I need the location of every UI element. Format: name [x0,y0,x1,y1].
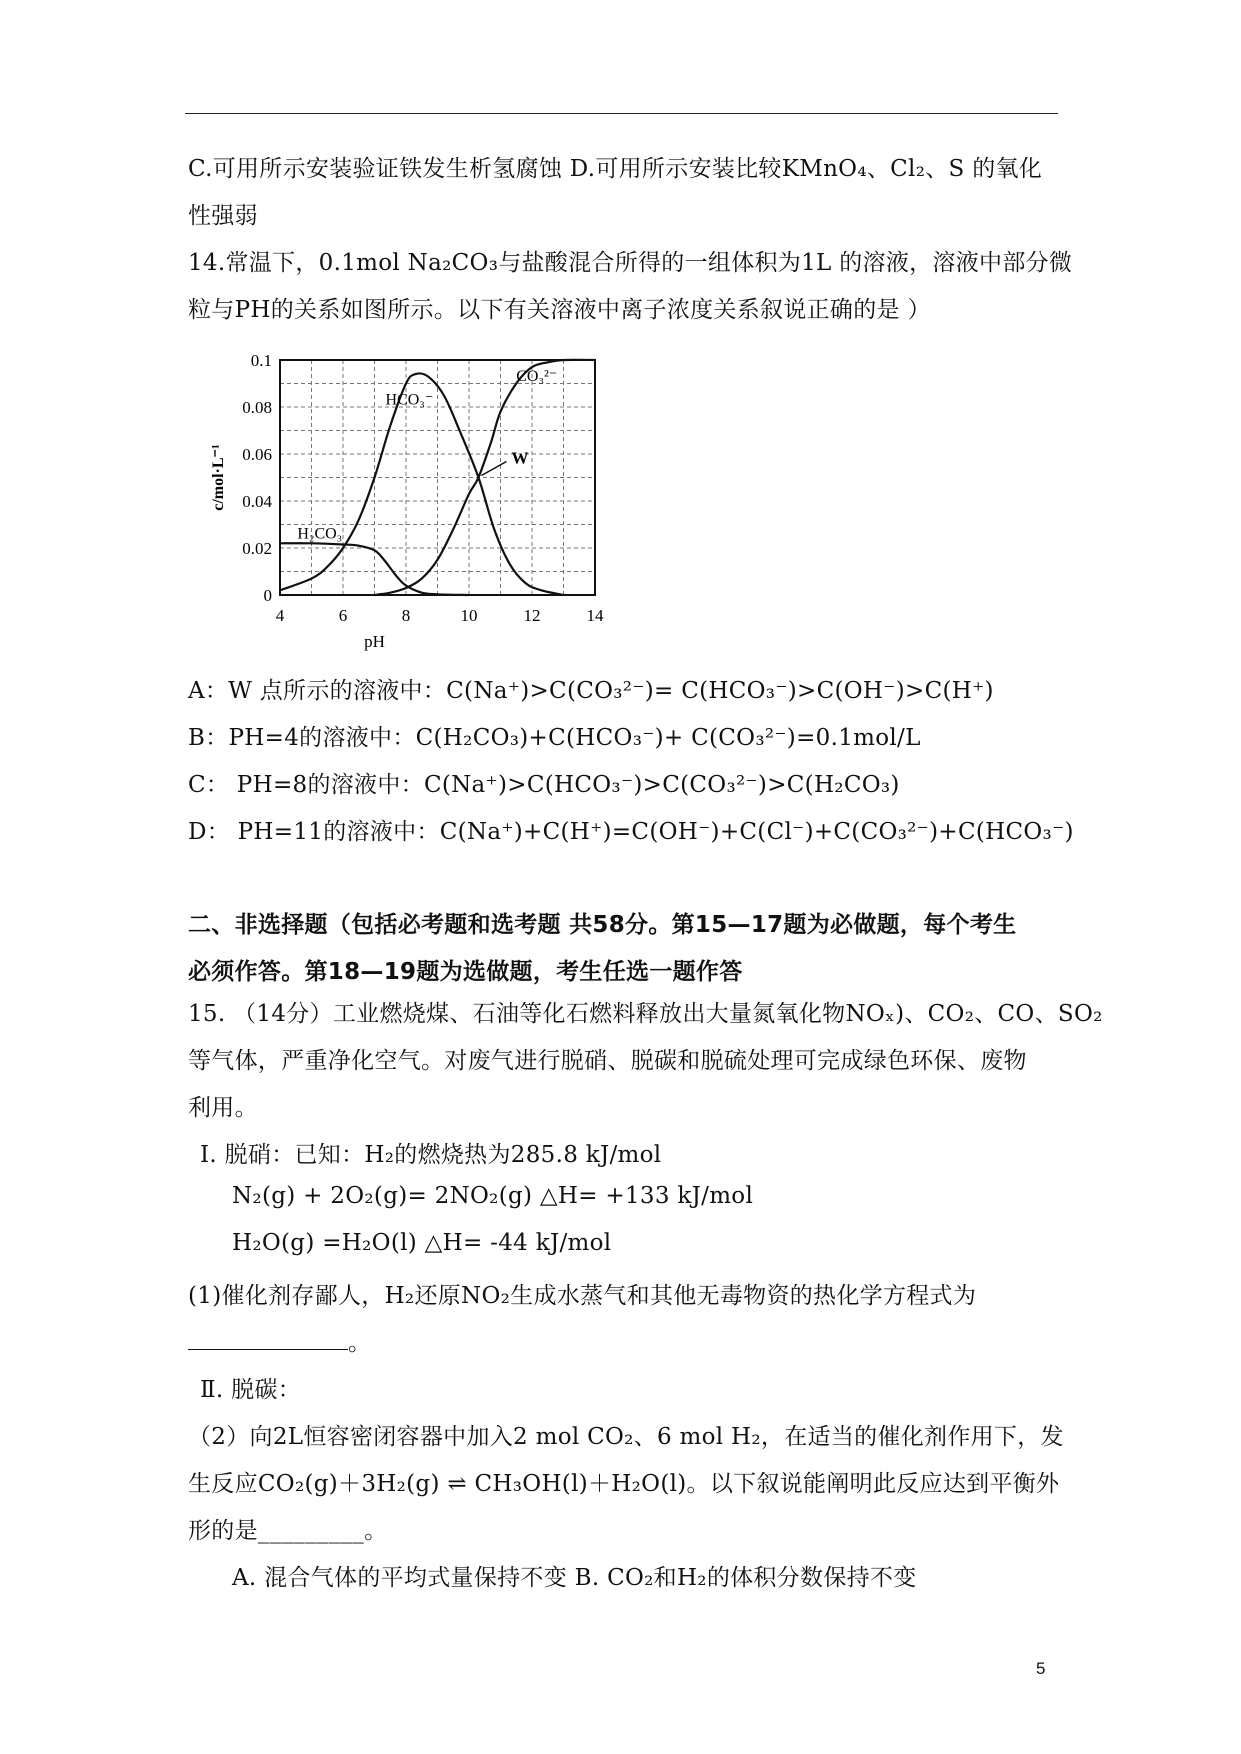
option-c: C： PH=8的溶液中：C(Na⁺)>C(HCO₃⁻)>C(CO₃²⁻)>C(H₂CO₃) [188,772,900,798]
continuation-line: 性强弱 [188,203,258,229]
subquestion-2-line2: 生反应CO₂(g)＋3H₂(g) ⇌ CH₃OH(l)＋H₂O(l)。以下叙说能阐明此反应达到平衡外 [188,1471,1060,1497]
option-c-d-line: C.可用所示安装验证铁发生析氢腐蚀 D.可用所示安装比较KMnO₄、Cl₂、S 的氧化 [188,156,1043,182]
equation-1: N₂(g) + 2O₂(g)= 2NO₂(g) △H= +133 kJ/mol [232,1183,754,1209]
x-tick-label: 10 [460,606,478,625]
subquestion-2-line1: （2）向2L恒容密闭容器中加入2 mol CO₂、6 mol H₂，在适当的催化剂作用下，发 [188,1424,1064,1450]
series-label-hco3: HCO₃⁻ [385,391,434,409]
y-tick-label: 0.04 [242,492,272,511]
x-tick-label: 8 [401,606,411,625]
option-b: B：PH=4的溶液中：C(H₂CO₃)+C(HCO₃⁻)+ C(CO₃²⁻)=0.1mol/L [188,725,921,751]
answer-blank[interactable] [188,1329,348,1350]
section-2-heading-line2: 必须作答。第18—19题为选做题，考生任选一题作答 [188,959,743,985]
ph-distribution-chart [205,345,665,660]
y-tick-label: 0 [263,586,272,605]
y-tick-label: 0.08 [242,398,272,417]
question-15-line1: 15. （14分）工业燃烧煤、石油等化石燃料释放出大量氮氧化物NOₓ)、CO₂、CO、SO₂ [188,1001,1103,1027]
subquestion-1: (1)催化剂存鄙人，H₂还原NO₂生成水蒸气和其他无毒物资的热化学方程式为 [188,1283,977,1309]
subquestion-1-answer [188,1324,371,1357]
question-15-line2: 等气体，严重净化空气。对废气进行脱硝、脱碳和脱硫处理可完成绿色环保、废物 [188,1048,1027,1074]
equation-2: H₂O(g) =H₂O(l) △H= -44 kJ/mol [232,1230,612,1256]
question-14-line1: 14.常温下，0.1mol Na₂CO₃与盐酸混合所得的一组体积为1L 的溶液，溶液中部分微 [188,250,1073,276]
page-number: 5 [1036,1659,1046,1678]
x-tick-label: 4 [275,606,285,625]
part-1-heading: Ⅰ. 脱硝：已知：H₂的燃烧热为285.8 kJ/mol [200,1142,662,1168]
section-2-heading-line1: 二、非选择题（包括必考题和选考题 共58分。第15—17题为必做题，每个考生 [188,912,1017,938]
subquestion-2-line3: 形的是_________。 [188,1518,388,1544]
option-a: A：W 点所示的溶液中：C(Na⁺)>C(CO₃²⁻)= C(HCO₃⁻)>C(OH⁻)>C(H⁺) [188,678,994,704]
x-tick-label: 14 [586,606,604,625]
annotation-w-label: W [511,448,529,468]
answer-period: 。 [348,1330,372,1356]
y-tick-label: 0.02 [242,539,272,558]
x-axis-label: pH [364,632,385,651]
question-15-line3: 利用。 [188,1095,258,1121]
header-rule [185,113,1058,114]
subquestion-2-options: A. 混合气体的平均式量保持不变 B. CO₂和H₂的体积分数保持不变 [232,1565,917,1591]
option-d: D： PH=11的溶液中：C(Na⁺)+C(H⁺)=C(OH⁻)+C(Cl⁻)+C(CO₃²⁻)+C(HCO₃⁻) [188,819,1074,845]
y-tick-label: 0.1 [250,351,272,370]
x-tick-label: 6 [338,606,348,625]
annotation-leader-line [481,462,506,476]
series-label-co3: CO₃²⁻ [516,368,558,386]
series-label-h2co3: H₂CO₃ [297,525,343,543]
y-tick-label: 0.06 [242,445,272,464]
question-14-line2: 粒与PH的关系如图所示。以下有关溶液中离子浓度关系叙说正确的是 ） [188,297,931,323]
y-axis-label: c/mol·L⁻¹ [210,444,227,511]
x-tick-label: 12 [523,606,541,625]
part-2-heading: Ⅱ. 脱碳： [200,1377,302,1403]
